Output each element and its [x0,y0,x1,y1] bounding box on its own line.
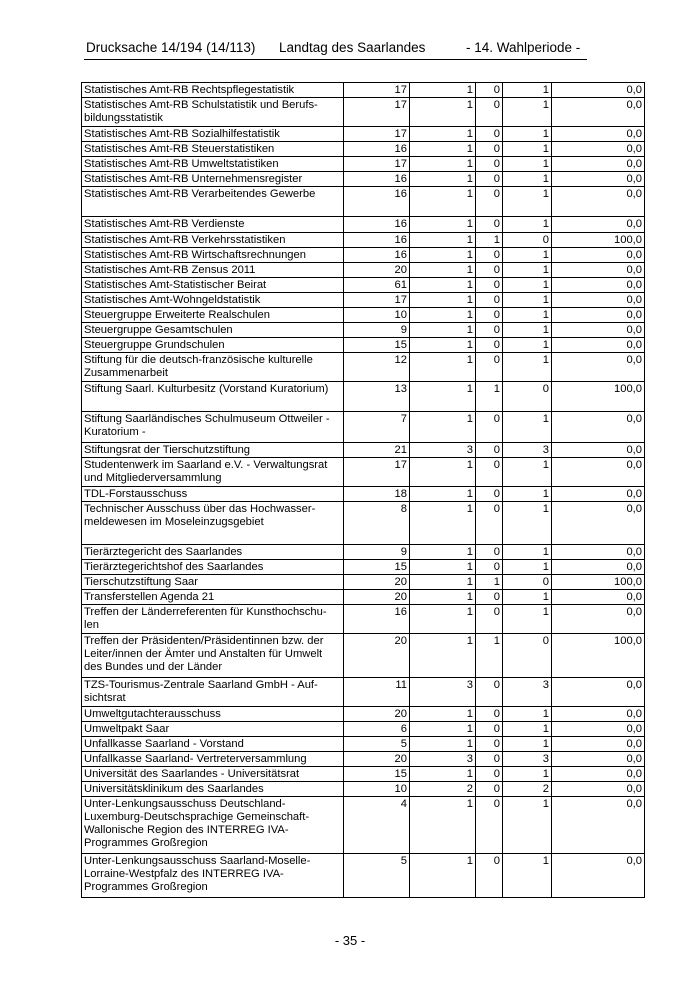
table-row [82,308,645,323]
committee-name-cell: Treffen der Präsidenten/Präsidentinnen bzw. der Leiter/innen der Ämter und Anstalten für Umwelt des Bundes und der Länder [82,634,344,678]
value-cell-c3: 0 [476,605,503,634]
committee-name-cell: Transferstellen Agenda 21 [82,590,344,605]
value-cell-c5: 0,0 [552,278,645,293]
value-cell-c2: 1 [410,353,476,382]
value-cell-c2: 1 [410,575,476,590]
value-cell-c4: 0 [503,634,552,678]
value-cell-c2: 1 [410,83,476,98]
table-row [82,293,645,308]
committee-name-cell: Statistisches Amt-Wohngeldstatistik [82,293,344,308]
page-number: - 35 - [334,933,366,948]
value-cell-c4: 1 [503,605,552,634]
value-cell-c2: 1 [410,797,476,854]
value-cell-c1: 16 [344,233,410,248]
value-cell-c3: 0 [476,678,503,707]
committee-name-cell: Unter-Lenkungsausschuss Saarland-Moselle-Lorraine-Westpfalz des INTERREG IVA-Programmes Großregion [82,854,344,898]
value-cell-c1: 20 [344,575,410,590]
value-cell-c1: 6 [344,722,410,737]
parliament-name: Landtag des Saarlandes [279,40,426,55]
value-cell-c4: 0 [503,382,552,412]
document-number: Drucksache 14/194 (14/113) [86,40,256,55]
committee-name-cell: Stiftungsrat der Tierschutzstiftung [82,443,344,458]
value-cell-c5: 0,0 [552,157,645,172]
committee-name-cell: Universitätsklinikum des Saarlandes [82,782,344,797]
table-row [82,98,645,127]
committee-name-cell: Steuergruppe Erweiterte Realschulen [82,308,344,323]
table-row [82,634,645,678]
value-cell-c1: 20 [344,707,410,722]
value-cell-c1: 16 [344,248,410,263]
table-row [82,502,645,545]
committee-name-cell: Statistisches Amt-Statistischer Beirat [82,278,344,293]
committee-name-cell: Stiftung Saarl. Kulturbesitz (Vorstand Kuratorium) [82,382,344,412]
committee-name-cell: Umweltgutachterausschuss [82,707,344,722]
value-cell-c3: 0 [476,248,503,263]
value-cell-c4: 1 [503,412,552,443]
value-cell-c5: 0,0 [552,854,645,898]
table-row [82,382,645,412]
value-cell-c3: 0 [476,293,503,308]
value-cell-c4: 2 [503,782,552,797]
committee-name-cell: Statistisches Amt-RB Schulstatistik und Berufs-bildungsstatistik [82,98,344,127]
table-row [82,854,645,898]
value-cell-c5: 0,0 [552,127,645,142]
committee-name-cell: Umweltpakt Saar [82,722,344,737]
table-row [82,142,645,157]
value-cell-c1: 16 [344,172,410,187]
value-cell-c1: 9 [344,323,410,338]
value-cell-c4: 1 [503,545,552,560]
value-cell-c4: 1 [503,248,552,263]
value-cell-c1: 9 [344,545,410,560]
value-cell-c3: 0 [476,590,503,605]
value-cell-c2: 1 [410,605,476,634]
committee-name-cell: Universität des Saarlandes - Universitätsrat [82,767,344,782]
value-cell-c4: 3 [503,752,552,767]
value-cell-c1: 17 [344,127,410,142]
value-cell-c1: 17 [344,157,410,172]
table-row [82,248,645,263]
value-cell-c2: 1 [410,263,476,278]
table-row [82,782,645,797]
value-cell-c3: 0 [476,458,503,487]
value-cell-c1: 20 [344,634,410,678]
value-cell-c4: 1 [503,278,552,293]
value-cell-c1: 20 [344,590,410,605]
value-cell-c2: 1 [410,458,476,487]
value-cell-c2: 3 [410,752,476,767]
value-cell-c1: 4 [344,797,410,854]
value-cell-c3: 1 [476,382,503,412]
committee-name-cell: Stiftung Saarländisches Schulmuseum Ottweiler - Kuratorium - [82,412,344,443]
value-cell-c5: 0,0 [552,443,645,458]
table-row [82,678,645,707]
value-cell-c5: 0,0 [552,98,645,127]
value-cell-c1: 18 [344,487,410,502]
value-cell-c1: 61 [344,278,410,293]
committee-name-cell: Statistisches Amt-RB Steuerstatistiken [82,142,344,157]
value-cell-c5: 0,0 [552,707,645,722]
value-cell-c2: 1 [410,142,476,157]
value-cell-c3: 1 [476,575,503,590]
committee-name-cell: Tierschutzstiftung Saar [82,575,344,590]
value-cell-c5: 0,0 [552,545,645,560]
value-cell-c2: 1 [410,590,476,605]
table-row [82,217,645,233]
table-row [82,233,645,248]
value-cell-c4: 1 [503,854,552,898]
value-cell-c4: 1 [503,157,552,172]
value-cell-c2: 1 [410,634,476,678]
value-cell-c4: 1 [503,338,552,353]
value-cell-c5: 0,0 [552,782,645,797]
value-cell-c2: 1 [410,157,476,172]
value-cell-c4: 1 [503,353,552,382]
value-cell-c5: 0,0 [552,187,645,217]
table-body [82,83,645,898]
value-cell-c4: 1 [503,187,552,217]
table-row [82,590,645,605]
value-cell-c3: 0 [476,707,503,722]
table-row [82,353,645,382]
value-cell-c3: 1 [476,233,503,248]
value-cell-c2: 1 [410,707,476,722]
table-row [82,278,645,293]
value-cell-c1: 21 [344,443,410,458]
value-cell-c2: 1 [410,487,476,502]
value-cell-c1: 10 [344,782,410,797]
value-cell-c1: 20 [344,752,410,767]
committee-name-cell: Statistisches Amt-RB Verarbeitendes Gewerbe [82,187,344,217]
table-row [82,545,645,560]
value-cell-c2: 1 [410,278,476,293]
value-cell-c5: 0,0 [552,487,645,502]
value-cell-c3: 0 [476,217,503,233]
value-cell-c5: 100,0 [552,233,645,248]
value-cell-c4: 1 [503,98,552,127]
value-cell-c5: 0,0 [552,737,645,752]
table-row [82,127,645,142]
table-row [82,338,645,353]
value-cell-c1: 17 [344,83,410,98]
legislative-period: - 14. Wahlperiode - [466,40,581,55]
value-cell-c2: 1 [410,338,476,353]
value-cell-c1: 15 [344,338,410,353]
value-cell-c4: 1 [503,323,552,338]
value-cell-c5: 0,0 [552,678,645,707]
value-cell-c3: 0 [476,797,503,854]
table-row [82,560,645,575]
committee-name-cell: Studentenwerk im Saarland e.V. - Verwaltungsrat und Mitgliederversammlung [82,458,344,487]
value-cell-c1: 13 [344,382,410,412]
table-row [82,412,645,443]
value-cell-c4: 1 [503,217,552,233]
committee-name-cell: Statistisches Amt-RB Unternehmensregister [82,172,344,187]
committee-name-cell: Statistisches Amt-RB Rechtspflegestatistik [82,83,344,98]
value-cell-c2: 1 [410,560,476,575]
table-row [82,752,645,767]
table-row [82,187,645,217]
value-cell-c5: 0,0 [552,308,645,323]
value-cell-c2: 2 [410,782,476,797]
value-cell-c4: 1 [503,263,552,278]
value-cell-c3: 0 [476,560,503,575]
value-cell-c4: 0 [503,575,552,590]
value-cell-c5: 100,0 [552,575,645,590]
value-cell-c4: 0 [503,233,552,248]
committee-name-cell: Tierärztegericht des Saarlandes [82,545,344,560]
table-row [82,767,645,782]
value-cell-c5: 0,0 [552,560,645,575]
value-cell-c3: 0 [476,338,503,353]
value-cell-c5: 0,0 [552,458,645,487]
table-row [82,797,645,854]
value-cell-c1: 15 [344,767,410,782]
value-cell-c4: 1 [503,590,552,605]
committee-name-cell: Statistisches Amt-RB Sozialhilfestatistik [82,127,344,142]
value-cell-c4: 1 [503,722,552,737]
table-row [82,707,645,722]
value-cell-c3: 0 [476,157,503,172]
value-cell-c5: 100,0 [552,634,645,678]
value-cell-c5: 0,0 [552,293,645,308]
value-cell-c5: 0,0 [552,722,645,737]
committee-name-cell: Statistisches Amt-RB Verkehrsstatistiken [82,233,344,248]
value-cell-c4: 1 [503,797,552,854]
value-cell-c2: 1 [410,98,476,127]
value-cell-c2: 1 [410,323,476,338]
value-cell-c2: 1 [410,854,476,898]
value-cell-c5: 0,0 [552,797,645,854]
value-cell-c1: 5 [344,737,410,752]
value-cell-c3: 0 [476,412,503,443]
table-row [82,487,645,502]
table-row [82,157,645,172]
committee-name-cell: TZS-Tourismus-Zentrale Saarland GmbH - Auf-sichtsrat [82,678,344,707]
value-cell-c1: 7 [344,412,410,443]
value-cell-c1: 10 [344,308,410,323]
committee-name-cell: Stiftung für die deutsch-französische kulturelle Zusammenarbeit [82,353,344,382]
table-row [82,83,645,98]
value-cell-c3: 0 [476,263,503,278]
value-cell-c3: 0 [476,278,503,293]
value-cell-c3: 0 [476,502,503,545]
value-cell-c4: 1 [503,560,552,575]
value-cell-c4: 1 [503,83,552,98]
value-cell-c2: 1 [410,172,476,187]
table-row [82,575,645,590]
value-cell-c3: 0 [476,752,503,767]
committee-name-cell: Unfallkasse Saarland- Vertreterversammlung [82,752,344,767]
value-cell-c3: 0 [476,98,503,127]
value-cell-c5: 0,0 [552,323,645,338]
value-cell-c1: 12 [344,353,410,382]
value-cell-c1: 16 [344,187,410,217]
value-cell-c5: 0,0 [552,338,645,353]
value-cell-c2: 3 [410,443,476,458]
value-cell-c1: 15 [344,560,410,575]
value-cell-c3: 0 [476,767,503,782]
value-cell-c2: 1 [410,233,476,248]
value-cell-c3: 0 [476,443,503,458]
table-row [82,458,645,487]
value-cell-c5: 0,0 [552,248,645,263]
value-cell-c4: 1 [503,308,552,323]
value-cell-c4: 1 [503,458,552,487]
value-cell-c5: 0,0 [552,590,645,605]
value-cell-c2: 1 [410,767,476,782]
value-cell-c3: 0 [476,854,503,898]
committee-table [81,82,645,898]
value-cell-c5: 0,0 [552,172,645,187]
committee-name-cell: Statistisches Amt-RB Verdienste [82,217,344,233]
value-cell-c4: 1 [503,127,552,142]
value-cell-c2: 1 [410,722,476,737]
committee-name-cell: Statistisches Amt-RB Wirtschaftsrechnungen [82,248,344,263]
table-row [82,737,645,752]
value-cell-c1: 16 [344,605,410,634]
value-cell-c1: 5 [344,854,410,898]
value-cell-c5: 100,0 [552,382,645,412]
value-cell-c2: 1 [410,412,476,443]
value-cell-c4: 1 [503,707,552,722]
table-row [82,722,645,737]
page-header [86,40,586,58]
value-cell-c1: 20 [344,263,410,278]
value-cell-c3: 0 [476,142,503,157]
value-cell-c4: 3 [503,443,552,458]
value-cell-c3: 0 [476,127,503,142]
table-row [82,443,645,458]
value-cell-c2: 1 [410,545,476,560]
table-row [82,323,645,338]
header-rule [84,59,587,60]
value-cell-c5: 0,0 [552,353,645,382]
value-cell-c2: 1 [410,382,476,412]
value-cell-c2: 1 [410,737,476,752]
value-cell-c3: 0 [476,172,503,187]
value-cell-c3: 0 [476,308,503,323]
value-cell-c2: 3 [410,678,476,707]
value-cell-c4: 3 [503,678,552,707]
value-cell-c2: 1 [410,127,476,142]
value-cell-c1: 17 [344,98,410,127]
value-cell-c1: 16 [344,217,410,233]
value-cell-c4: 1 [503,502,552,545]
table-row [82,263,645,278]
value-cell-c1: 17 [344,293,410,308]
value-cell-c1: 8 [344,502,410,545]
value-cell-c3: 1 [476,634,503,678]
value-cell-c3: 0 [476,353,503,382]
value-cell-c3: 0 [476,737,503,752]
value-cell-c5: 0,0 [552,217,645,233]
value-cell-c3: 0 [476,83,503,98]
value-cell-c5: 0,0 [552,263,645,278]
committee-name-cell: Statistisches Amt-RB Umweltstatistiken [82,157,344,172]
value-cell-c4: 1 [503,767,552,782]
table-row [82,172,645,187]
table-row [82,605,645,634]
value-cell-c5: 0,0 [552,502,645,545]
value-cell-c2: 1 [410,308,476,323]
committee-name-cell: Tierärztegerichtshof des Saarlandes [82,560,344,575]
value-cell-c4: 1 [503,172,552,187]
value-cell-c4: 1 [503,142,552,157]
value-cell-c3: 0 [476,722,503,737]
value-cell-c5: 0,0 [552,412,645,443]
value-cell-c2: 1 [410,293,476,308]
value-cell-c5: 0,0 [552,83,645,98]
committee-name-cell: Technischer Ausschuss über das Hochwasser-meldewesen im Moseleinzugsgebiet [82,502,344,545]
value-cell-c5: 0,0 [552,142,645,157]
value-cell-c3: 0 [476,323,503,338]
value-cell-c4: 1 [503,737,552,752]
committee-name-cell: Steuergruppe Gesamtschulen [82,323,344,338]
value-cell-c2: 1 [410,187,476,217]
value-cell-c1: 17 [344,458,410,487]
value-cell-c5: 0,0 [552,767,645,782]
value-cell-c1: 16 [344,142,410,157]
committee-name-cell: Statistisches Amt-RB Zensus 2011 [82,263,344,278]
value-cell-c2: 1 [410,217,476,233]
value-cell-c3: 0 [476,187,503,217]
value-cell-c3: 0 [476,782,503,797]
value-cell-c3: 0 [476,545,503,560]
value-cell-c1: 11 [344,678,410,707]
value-cell-c5: 0,0 [552,752,645,767]
value-cell-c2: 1 [410,502,476,545]
value-cell-c4: 1 [503,293,552,308]
value-cell-c4: 1 [503,487,552,502]
committee-name-cell: TDL-Forstausschuss [82,487,344,502]
committee-name-cell: Unfallkasse Saarland - Vorstand [82,737,344,752]
committee-name-cell: Steuergruppe Grundschulen [82,338,344,353]
committee-name-cell: Treffen der Länderreferenten für Kunsthochschu-len [82,605,344,634]
value-cell-c2: 1 [410,248,476,263]
value-cell-c5: 0,0 [552,605,645,634]
value-cell-c3: 0 [476,487,503,502]
committee-name-cell: Unter-Lenkungsausschuss Deutschland-Luxemburg-Deutschsprachige Gemeinschaft-Wallonische Region des INTERREG IVA-Programmes Großregion [82,797,344,854]
